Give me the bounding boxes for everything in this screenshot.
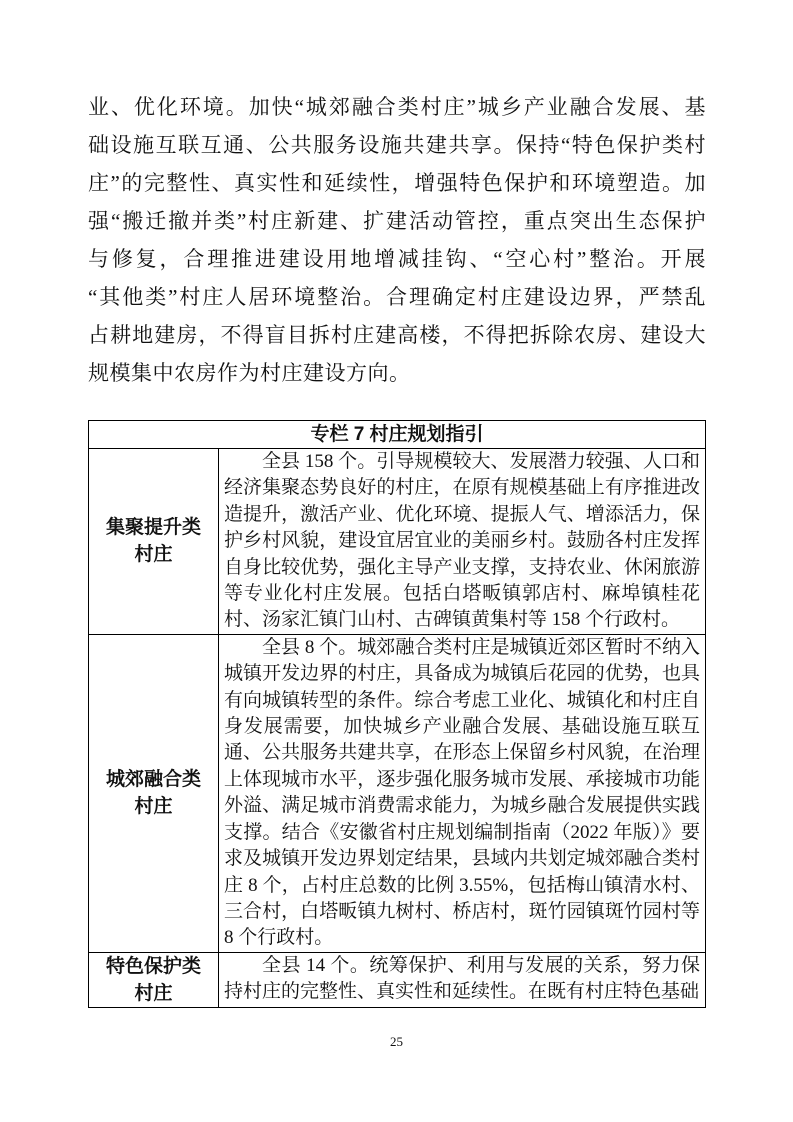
row-content: 全县 14 个。统筹保护、利用与发展的关系，努力保 持村庄的完整性、真实性和延续性。在既有村庄特色基础 bbox=[224, 954, 700, 1003]
table-row bbox=[89, 449, 705, 635]
page-number: 25 bbox=[390, 1034, 403, 1049]
table-title: 专栏 7 村庄规划指引 bbox=[89, 421, 705, 449]
row-content: 全县 158 个。引导规模较大、发展潜力较强、人口和 经济集聚态势良好的村庄，在原有规模基础上有序推进改 造提升，激活产业、优化环境、提振人气、增添活力，保 护乡村风貌，建设宜居宜业的美丽乡村。鼓励各村庄发挥 自身比较优势，强化主导产业支撑，支持农业、休闲旅游 等专业化村庄发展。包括白塔畈镇郭店村、麻埠镇桂花 村、汤家汇镇门山村、古碑镇黄集村等 158 个行政村。 bbox=[224, 451, 700, 631]
table-rows bbox=[89, 449, 705, 1007]
table-row bbox=[89, 953, 705, 1007]
body-paragraph: 业、优化环境。加快“城郊融合类村庄”城乡产业融合发展、基 础设施互联互通、公共服务设施共建共享。保持“特色保护类村 庄”的完整性、真实性和延续性，增强特色保护和环境塑造。加 强“搬迁撤并类”村庄新建、扩建活动管控，重点突出生态保护 与修复，合理推进建设用地增减挂钩、“空心村”整治。开展 “其他类”村庄人居环境整治。合理确定村庄建设边界，严禁乱 占耕地建房，不得盲目拆村庄建高楼，不得把拆除农房、建设大 规模集中农房作为村庄建设方向。 bbox=[88, 95, 706, 385]
row-content: 全县 8 个。城郊融合类村庄是城镇近郊区暂时不纳入 城镇开发边界的村庄，具备成为城镇后花园的优势，也具 有向城镇转型的条件。综合考虑工业化、城镇化和村庄自 身发展需要，加快城乡产业融合发展、基础设施互联互 通、公共服务共建共享，在形态上保留乡村风貌，在治理 上体现城市水平，逐步强化服务城市发展、承接城市功能 外溢、满足城市消费需求能力，为城乡融合发展提供实践 支撑。结合《安徽省村庄规划编制指南（2022 年版）》要 求及城镇开发边界划定结果，县域内共划定城郊融合类村 庄 8 个，占村庄总数的比例 3.55%，包括梅山镇清水村、 三合村，白塔畈镇九树村、桥店村，斑竹园镇斑竹园村等 8 个行政村。 bbox=[224, 636, 700, 949]
row-label: 城郊融合类 村庄 bbox=[89, 635, 219, 952]
row-label: 特色保护类 村庄 bbox=[89, 953, 219, 1007]
village-planning-table bbox=[88, 420, 706, 1008]
table-row bbox=[89, 635, 705, 953]
row-label: 集聚提升类 村庄 bbox=[89, 449, 219, 634]
